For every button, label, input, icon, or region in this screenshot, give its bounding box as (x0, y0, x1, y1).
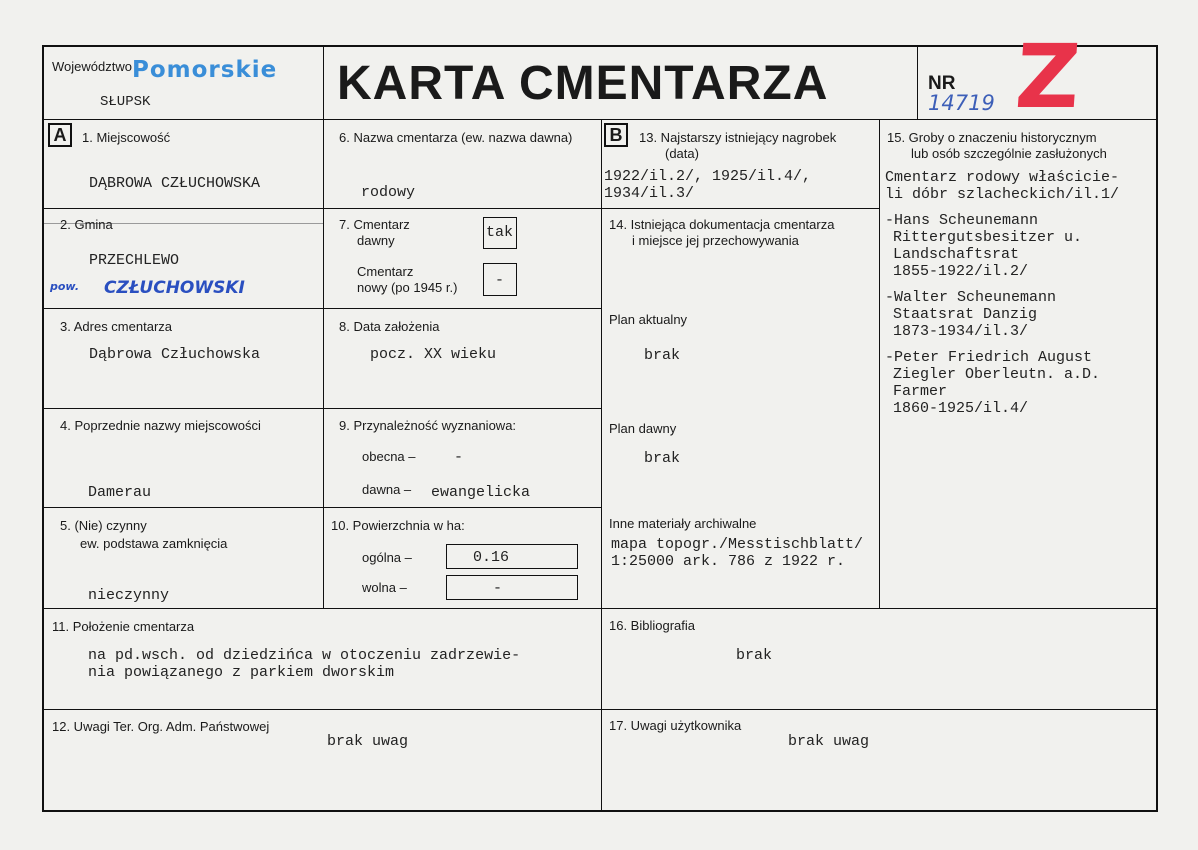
field-9-current-value: - (454, 449, 464, 466)
region-value: SŁUPSK (100, 94, 151, 110)
field-2-label: 2. Gmina (60, 217, 113, 232)
graves-list-line: 1860-1925/il.4/ (893, 400, 1029, 417)
section-a-letter: A (48, 123, 72, 147)
field-7-new-box (483, 263, 517, 296)
header-divider-right (917, 47, 918, 119)
page-title: KARTA CMENTARZA (337, 57, 829, 110)
graves-list-line: li dóbr szlacheckich/il.1/ (885, 186, 1120, 203)
field-2-value: PRZECHLEWO (89, 252, 180, 269)
plan-old-value: brak (644, 450, 681, 467)
graves-list-line: 1855-1922/il.2/ (893, 263, 1029, 280)
section-b-letter: B (604, 123, 628, 147)
other-materials-line-2: 1:25000 ark. 786 z 1922 r. (611, 553, 846, 570)
graves-list-line: Staatsrat Danzig (893, 306, 1038, 323)
field-5-label-2: ew. podstawa zamknięcia (80, 536, 228, 551)
graves-list-line: -Walter Scheunemann (885, 289, 1057, 306)
column-divider-1 (323, 119, 324, 608)
plan-current-label: Plan aktualny (609, 312, 688, 327)
field-7-label-old-2: dawny (357, 233, 395, 248)
field-10-total-value: 0.16 (473, 549, 510, 566)
row-divider-1 (44, 208, 601, 209)
field-4-value: Damerau (88, 484, 152, 501)
field-17-value: brak uwag (788, 733, 870, 750)
graves-list-line: Landschaftsrat (893, 246, 1020, 263)
field-10-label: 10. Powierzchnia w ha: (331, 518, 465, 533)
column-divider-3 (879, 119, 880, 608)
field-11-label: 11. Położenie cmentarza (52, 619, 195, 634)
row-divider-2 (44, 308, 601, 309)
field-12-value: brak uwag (327, 733, 409, 750)
field-7-old-value: tak (486, 224, 514, 241)
column-divider-2 (601, 119, 602, 810)
header-divider-left (323, 47, 324, 119)
field-6-label: 6. Nazwa cmentarza (ew. nazwa dawna) (339, 130, 573, 145)
field-3-label: 3. Adres cmentarza (60, 319, 172, 334)
graves-list-line: Rittergutsbesitzer u. (893, 229, 1083, 246)
field-7-label-old-1: 7. Cmentarz (339, 217, 410, 232)
field-6-value: rodowy (361, 184, 416, 201)
field-13-line-1: 1922/il.2/, 1925/il.4/, (604, 168, 812, 185)
field-3-value: Dąbrowa Człuchowska (89, 346, 261, 363)
field-10-total-box (446, 544, 578, 569)
field-8-value: pocz. XX wieku (370, 346, 497, 363)
field-9-former-label: dawna – (362, 482, 412, 497)
graves-list-line: -Hans Scheunemann (885, 212, 1039, 229)
field-13-line-2: 1934/il.3/ (604, 185, 695, 202)
field-13-label-1: 13. Najstarszy istniejący nagrobek (639, 130, 837, 145)
row-divider-3 (44, 408, 601, 409)
field-15-label-2: lub osób szczególnie zasłużonych (911, 146, 1107, 161)
field-16-value: brak (736, 647, 773, 664)
field-7-label-new-2: nowy (po 1945 r.) (357, 280, 458, 295)
field-8-label: 8. Data założenia (339, 319, 440, 334)
graves-list-line: -Peter Friedrich August (885, 349, 1093, 366)
row-divider-b (601, 208, 879, 209)
field-4-label: 4. Poprzednie nazwy miejscowości (60, 418, 261, 433)
plan-current-value: brak (644, 347, 681, 364)
field-1-value: DĄBROWA CZŁUCHOWSKA (89, 175, 261, 192)
graves-list-line: 1873-1934/il.3/ (893, 323, 1029, 340)
powiat-value: CZŁUCHOWSKI (104, 278, 245, 298)
header-divider (44, 119, 1156, 120)
other-materials-label: Inne materiały archiwalne (609, 516, 757, 531)
field-9-former-value: ewangelicka (431, 484, 531, 501)
field-5-label-1: 5. (Nie) czynny (60, 518, 147, 533)
field-7-old-box (483, 217, 517, 249)
field-15-label-1: 15. Groby o znaczeniu historycznym (887, 130, 1097, 145)
field-12-label: 12. Uwagi Ter. Org. Adm. Państwowej (52, 719, 270, 734)
field-10-free-label: wolna – (362, 580, 407, 595)
field-9-label: 9. Przynależność wyznaniowa: (339, 418, 517, 433)
row-divider-6 (44, 709, 1156, 710)
field-14-label-1: 14. Istniejąca dokumentacja cmentarza (609, 217, 835, 232)
plan-old-label: Plan dawny (609, 421, 677, 436)
row-divider-4 (44, 507, 601, 508)
voivodeship-label: Województwo (52, 59, 132, 74)
other-materials-line-1: mapa topogr./Messtischblatt/ (611, 536, 864, 553)
field-7-new-value: - (495, 272, 505, 289)
graves-list-line: Ziegler Oberleutn. a.D. (893, 366, 1101, 383)
field-7-label-new-1: Cmentarz (357, 264, 414, 279)
graves-list-line: Farmer (893, 383, 948, 400)
powiat-prefix: pow. (50, 280, 80, 293)
nr-value: 14719 (928, 91, 995, 115)
graves-list-line: Cmentarz rodowy właścicie- (885, 169, 1120, 186)
cemetery-card (42, 25, 1158, 812)
field-10-total-label: ogólna – (362, 550, 412, 565)
voivodeship-stamp: Pomorskie (132, 57, 278, 83)
field-13-label-2: (data) (665, 146, 699, 161)
field-11-line-1: na pd.wsch. od dziedzińca w otoczeniu zadrzewie- (88, 647, 521, 664)
field-10-free-value: - (493, 580, 503, 597)
field-10-free-box (446, 575, 578, 600)
field-1-label: 1. Miejscowość (82, 130, 171, 145)
nr-label: NR (928, 73, 956, 94)
field-17-label: 17. Uwagi użytkownika (609, 718, 742, 733)
field-11-line-2: nia powiązanego z parkiem dworskim (88, 664, 395, 681)
field-16-label: 16. Bibliografia (609, 618, 695, 633)
field-5-value: nieczynny (88, 587, 170, 604)
field-9-current-label: obecna – (362, 449, 416, 464)
row-divider-5 (44, 608, 1156, 609)
nr-mark: Z (1012, 25, 1084, 128)
field-14-label-2: i miejsce jej przechowywania (632, 233, 799, 248)
